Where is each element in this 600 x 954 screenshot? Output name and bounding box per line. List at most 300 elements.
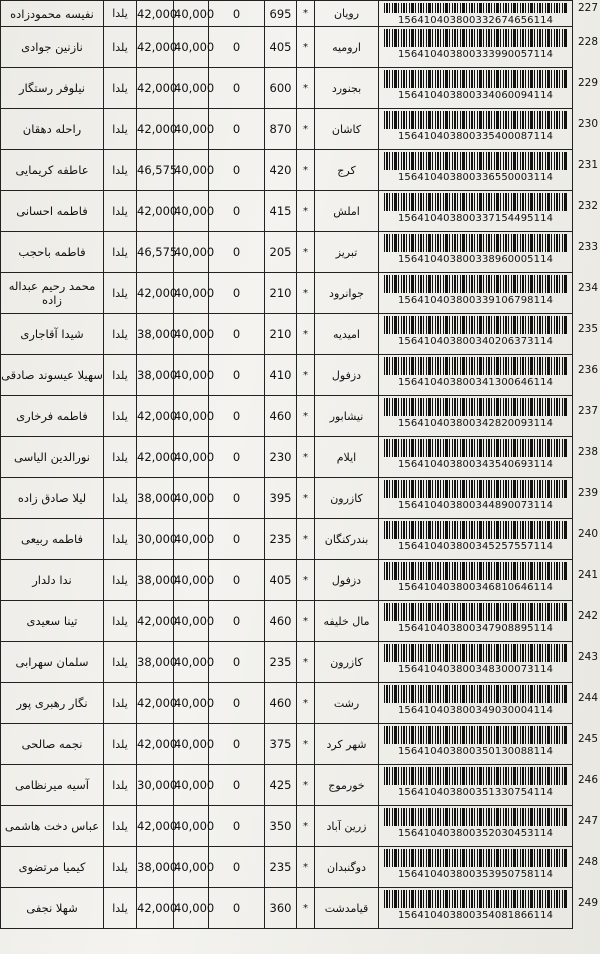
amount-base: 40,000 (174, 355, 209, 396)
barcode-cell (379, 642, 573, 683)
table-row (1, 191, 573, 232)
barcode-graphic (384, 439, 567, 457)
recipient-name: لیلا صادق زاده (1, 478, 104, 519)
amount-base: 40,000 (174, 437, 209, 478)
destination-city: کاشان (315, 109, 379, 150)
table-row (1, 806, 573, 847)
amount-base: 40,000 (174, 314, 209, 355)
table-row (1, 683, 573, 724)
barcode-graphic (384, 234, 567, 252)
amount-base: 40,000 (174, 191, 209, 232)
mark-asterisk: * (297, 396, 315, 437)
mark-asterisk: * (297, 1, 315, 27)
amount-charged: 42,000 (137, 806, 174, 847)
destination-city: ایلام (315, 437, 379, 478)
recipient-name: نورالدین الیاسی (1, 437, 104, 478)
extra-fee: 0 (209, 601, 265, 642)
extra-fee: 0 (209, 765, 265, 806)
status-label: یلدا (104, 560, 137, 601)
amount-charged: 42,000 (137, 437, 174, 478)
amount-base: 40,000 (174, 478, 209, 519)
barcode-cell (379, 27, 573, 68)
destination-city: زرین آباد (315, 806, 379, 847)
row-index: 239 (577, 487, 598, 499)
amount-charged: 42,000 (137, 191, 174, 232)
tracking-number: 156410403800352030453114 (397, 828, 554, 839)
row-index: 235 (577, 323, 598, 335)
status-label: یلدا (104, 273, 137, 314)
table-body (1, 1, 573, 929)
postal-code: 425 (265, 765, 297, 806)
recipient-name: فاطمه باحجب (1, 232, 104, 273)
mark-asterisk: * (297, 109, 315, 150)
postal-code: 210 (265, 314, 297, 355)
extra-fee: 0 (209, 396, 265, 437)
status-label: یلدا (104, 396, 137, 437)
postal-code: 460 (265, 396, 297, 437)
barcode-cell (379, 273, 573, 314)
status-label: یلدا (104, 847, 137, 888)
tracking-number: 156410403800334060094114 (397, 90, 554, 101)
barcode-graphic (384, 357, 567, 375)
table-row (1, 273, 573, 314)
tracking-number: 156410403800346810646114 (397, 582, 554, 593)
tracking-number: 156410403800340206373114 (397, 336, 554, 347)
barcode-graphic (384, 398, 567, 416)
barcode-graphic (384, 890, 567, 908)
table-row (1, 478, 573, 519)
postal-code: 235 (265, 519, 297, 560)
row-index: 233 (577, 241, 598, 253)
barcode-graphic (384, 275, 567, 293)
postal-code: 360 (265, 888, 297, 929)
table-row (1, 601, 573, 642)
recipient-name: فاطمه احسانی (1, 191, 104, 232)
tracking-number: 156410403800349030004114 (397, 705, 554, 716)
destination-city: قیامدشت (315, 888, 379, 929)
recipient-name: نگار رهبری پور (1, 683, 104, 724)
amount-charged: 42,000 (137, 109, 174, 150)
status-label: یلدا (104, 232, 137, 273)
extra-fee: 0 (209, 68, 265, 109)
barcode-graphic (384, 152, 567, 170)
postal-code: 695 (265, 1, 297, 27)
recipient-name: آسیه میرنظامی (1, 765, 104, 806)
mark-asterisk: * (297, 68, 315, 109)
postal-code: 230 (265, 437, 297, 478)
destination-city: رویان (315, 1, 379, 27)
tracking-number: 156410403800338960005114 (397, 254, 554, 265)
amount-charged: 42,000 (137, 683, 174, 724)
amount-charged: 42,000 (137, 27, 174, 68)
tracking-number: 156410403800341300646114 (397, 377, 554, 388)
amount-base: 40,000 (174, 1, 209, 27)
barcode-graphic (384, 316, 567, 334)
row-index: 246 (577, 774, 598, 786)
tracking-number: 156410403800350130088114 (397, 746, 554, 757)
recipient-name: شیدا آقاجاری (1, 314, 104, 355)
mark-asterisk: * (297, 355, 315, 396)
barcode-graphic (384, 767, 567, 785)
barcode-cell (379, 232, 573, 273)
row-index: 228 (577, 36, 598, 48)
postal-code: 405 (265, 27, 297, 68)
mark-asterisk: * (297, 765, 315, 806)
postal-code: 405 (265, 560, 297, 601)
barcode-graphic (384, 808, 567, 826)
barcode-cell (379, 355, 573, 396)
recipient-name: راحله دهقان (1, 109, 104, 150)
recipient-name: فاطمه ربیعی (1, 519, 104, 560)
recipient-name: فاطمه فرخاری (1, 396, 104, 437)
extra-fee: 0 (209, 109, 265, 150)
row-index: 237 (577, 405, 598, 417)
amount-base: 40,000 (174, 888, 209, 929)
mark-asterisk: * (297, 191, 315, 232)
recipient-name: سلمان سهرابی (1, 642, 104, 683)
extra-fee: 0 (209, 191, 265, 232)
table-row (1, 724, 573, 765)
postal-code: 410 (265, 355, 297, 396)
table-row (1, 560, 573, 601)
amount-base: 40,000 (174, 396, 209, 437)
amount-base: 40,000 (174, 150, 209, 191)
tracking-number: 156410403800354081866114 (397, 910, 554, 921)
mark-asterisk: * (297, 560, 315, 601)
row-index: 231 (577, 159, 598, 171)
status-label: یلدا (104, 437, 137, 478)
barcode-cell (379, 109, 573, 150)
amount-charged: 42,000 (137, 68, 174, 109)
destination-city: کازرون (315, 642, 379, 683)
table-row (1, 68, 573, 109)
amount-charged: 42,000 (137, 888, 174, 929)
status-label: یلدا (104, 765, 137, 806)
destination-city: دزفول (315, 560, 379, 601)
barcode-graphic (384, 111, 567, 129)
recipient-name: نازنین جوادی (1, 27, 104, 68)
status-label: یلدا (104, 150, 137, 191)
recipient-name: عباس دخت هاشمی (1, 806, 104, 847)
amount-charged: 38,000 (137, 478, 174, 519)
barcode-cell (379, 519, 573, 560)
barcode-graphic (384, 603, 567, 621)
postal-code: 210 (265, 273, 297, 314)
table-row (1, 642, 573, 683)
row-index: 241 (577, 569, 598, 581)
tracking-number: 156410403800342820093114 (397, 418, 554, 429)
postal-code: 600 (265, 68, 297, 109)
destination-city: شهر کرد (315, 724, 379, 765)
barcode-graphic (384, 562, 567, 580)
mark-asterisk: * (297, 437, 315, 478)
destination-city: ارومیه (315, 27, 379, 68)
table-row (1, 847, 573, 888)
row-index: 247 (577, 815, 598, 827)
destination-city: بندرکنگان (315, 519, 379, 560)
status-label: یلدا (104, 314, 137, 355)
mark-asterisk: * (297, 273, 315, 314)
amount-base: 40,000 (174, 68, 209, 109)
amount-base: 40,000 (174, 724, 209, 765)
mark-asterisk: * (297, 806, 315, 847)
mark-asterisk: * (297, 683, 315, 724)
barcode-graphic (384, 29, 567, 47)
row-index: 242 (577, 610, 598, 622)
mark-asterisk: * (297, 724, 315, 765)
row-index: 238 (577, 446, 598, 458)
postal-code: 395 (265, 478, 297, 519)
barcode-cell (379, 601, 573, 642)
status-label: یلدا (104, 601, 137, 642)
barcode-cell (379, 888, 573, 929)
extra-fee: 0 (209, 724, 265, 765)
extra-fee: 0 (209, 642, 265, 683)
mark-asterisk: * (297, 888, 315, 929)
postal-code: 460 (265, 683, 297, 724)
destination-city: کازرون (315, 478, 379, 519)
tracking-number: 156410403800332674656114 (397, 15, 554, 26)
barcode-graphic (384, 480, 567, 498)
amount-base: 40,000 (174, 232, 209, 273)
recipient-name: کیمیا مرتضوی (1, 847, 104, 888)
barcode-cell (379, 1, 573, 27)
recipient-name: نجمه صالحی (1, 724, 104, 765)
amount-base: 40,000 (174, 806, 209, 847)
mark-asterisk: * (297, 27, 315, 68)
status-label: یلدا (104, 478, 137, 519)
amount-base: 40,000 (174, 847, 209, 888)
tracking-number: 156410403800335400087114 (397, 131, 554, 142)
amount-base: 40,000 (174, 642, 209, 683)
mark-asterisk: * (297, 478, 315, 519)
amount-base: 40,000 (174, 109, 209, 150)
barcode-graphic (384, 849, 567, 867)
mark-asterisk: * (297, 519, 315, 560)
amount-base: 40,000 (174, 560, 209, 601)
extra-fee: 0 (209, 273, 265, 314)
mark-asterisk: * (297, 847, 315, 888)
amount-base: 40,000 (174, 519, 209, 560)
amount-charged: 46,575 (137, 232, 174, 273)
extra-fee: 0 (209, 150, 265, 191)
barcode-cell (379, 560, 573, 601)
tracking-number: 156410403800351330754114 (397, 787, 554, 798)
barcode-cell (379, 437, 573, 478)
amount-base: 40,000 (174, 601, 209, 642)
postal-code: 420 (265, 150, 297, 191)
destination-city: نیشابور (315, 396, 379, 437)
recipient-name: عاطفه کریمایی (1, 150, 104, 191)
amount-charged: 38,000 (137, 560, 174, 601)
extra-fee: 0 (209, 847, 265, 888)
table-row (1, 396, 573, 437)
tracking-number: 156410403800333990057114 (397, 49, 554, 60)
recipient-name: محمد رحیم عبداله زاده (1, 273, 104, 314)
extra-fee: 0 (209, 683, 265, 724)
amount-charged: 42,000 (137, 601, 174, 642)
barcode-graphic (384, 644, 567, 662)
mark-asterisk: * (297, 642, 315, 683)
table-row (1, 232, 573, 273)
mark-asterisk: * (297, 601, 315, 642)
amount-charged: 30,000 (137, 519, 174, 560)
postal-code: 415 (265, 191, 297, 232)
destination-city: کرج (315, 150, 379, 191)
tracking-number: 156410403800347908895114 (397, 623, 554, 634)
postal-code: 350 (265, 806, 297, 847)
destination-city: مال خلیفه (315, 601, 379, 642)
row-index: 234 (577, 282, 598, 294)
row-index: 245 (577, 733, 598, 745)
barcode-cell (379, 806, 573, 847)
status-label: یلدا (104, 355, 137, 396)
barcode-cell (379, 478, 573, 519)
destination-city: تبریز (315, 232, 379, 273)
table-row (1, 519, 573, 560)
extra-fee: 0 (209, 888, 265, 929)
status-label: یلدا (104, 806, 137, 847)
amount-base: 40,000 (174, 27, 209, 68)
destination-city: بجنورد (315, 68, 379, 109)
destination-city: دزفول (315, 355, 379, 396)
postal-code: 235 (265, 642, 297, 683)
barcode-cell (379, 724, 573, 765)
destination-city: جوانرود (315, 273, 379, 314)
row-index: 243 (577, 651, 598, 663)
status-label: یلدا (104, 642, 137, 683)
extra-fee: 0 (209, 27, 265, 68)
extra-fee: 0 (209, 355, 265, 396)
barcode-cell (379, 191, 573, 232)
table-row (1, 437, 573, 478)
status-label: یلدا (104, 888, 137, 929)
amount-base: 40,000 (174, 683, 209, 724)
barcode-graphic (384, 521, 567, 539)
table-row (1, 314, 573, 355)
row-index: 227 (577, 2, 598, 14)
extra-fee: 0 (209, 519, 265, 560)
status-label: یلدا (104, 519, 137, 560)
recipient-name: تینا سعیدی (1, 601, 104, 642)
row-index: 236 (577, 364, 598, 376)
table-row (1, 888, 573, 929)
status-label: یلدا (104, 724, 137, 765)
status-label: یلدا (104, 191, 137, 232)
destination-city: امیدیه (315, 314, 379, 355)
table-row (1, 150, 573, 191)
tracking-number: 156410403800336550003114 (397, 172, 554, 183)
extra-fee: 0 (209, 478, 265, 519)
status-label: یلدا (104, 1, 137, 27)
destination-city: خورموج (315, 765, 379, 806)
barcode-graphic (384, 193, 567, 211)
row-index: 248 (577, 856, 598, 868)
mark-asterisk: * (297, 150, 315, 191)
tracking-number: 156410403800345257557114 (397, 541, 554, 552)
barcode-cell (379, 150, 573, 191)
barcode-cell (379, 765, 573, 806)
status-label: یلدا (104, 683, 137, 724)
extra-fee: 0 (209, 232, 265, 273)
barcode-graphic (384, 3, 567, 13)
status-label: یلدا (104, 109, 137, 150)
destination-city: رشت (315, 683, 379, 724)
table-row (1, 355, 573, 396)
row-index: 232 (577, 200, 598, 212)
table-row (1, 109, 573, 150)
amount-charged: 42,000 (137, 396, 174, 437)
amount-charged: 38,000 (137, 314, 174, 355)
tracking-number: 156410403800343540693114 (397, 459, 554, 470)
amount-charged: 42,000 (137, 724, 174, 765)
barcode-graphic (384, 685, 567, 703)
extra-fee: 0 (209, 1, 265, 27)
mark-asterisk: * (297, 232, 315, 273)
recipient-name: نیلوفر رستگار (1, 68, 104, 109)
tracking-number: 156410403800344890073114 (397, 500, 554, 511)
row-index: 244 (577, 692, 598, 704)
row-index: 249 (577, 897, 598, 909)
amount-charged: 46,575 (137, 150, 174, 191)
postal-code: 870 (265, 109, 297, 150)
table-row (1, 27, 573, 68)
barcode-cell (379, 847, 573, 888)
destination-city: دوگنبدان (315, 847, 379, 888)
status-label: یلدا (104, 27, 137, 68)
extra-fee: 0 (209, 314, 265, 355)
tracking-number: 156410403800337154495114 (397, 213, 554, 224)
amount-charged: 38,000 (137, 355, 174, 396)
row-index: 229 (577, 77, 598, 89)
tracking-number: 156410403800353950758114 (397, 869, 554, 880)
row-index: 240 (577, 528, 598, 540)
recipient-name: شهلا نجفی (1, 888, 104, 929)
extra-fee: 0 (209, 560, 265, 601)
tracking-number: 156410403800348300073114 (397, 664, 554, 675)
tracking-number: 156410403800339106798114 (397, 295, 554, 306)
table-row (1, 765, 573, 806)
extra-fee: 0 (209, 437, 265, 478)
row-index: 230 (577, 118, 598, 130)
extra-fee: 0 (209, 806, 265, 847)
recipient-name: سهیلا عیسوند صادقی (1, 355, 104, 396)
postal-code: 235 (265, 847, 297, 888)
amount-charged: 42,000 (137, 273, 174, 314)
status-label: یلدا (104, 68, 137, 109)
barcode-cell (379, 314, 573, 355)
amount-base: 40,000 (174, 273, 209, 314)
barcode-cell (379, 683, 573, 724)
barcode-cell (379, 68, 573, 109)
postal-code: 205 (265, 232, 297, 273)
barcode-cell (379, 396, 573, 437)
barcode-graphic (384, 70, 567, 88)
destination-city: املش (315, 191, 379, 232)
amount-base: 40,000 (174, 765, 209, 806)
amount-charged: 30,000 (137, 765, 174, 806)
postal-code: 460 (265, 601, 297, 642)
barcode-graphic (384, 726, 567, 744)
mark-asterisk: * (297, 314, 315, 355)
postal-code: 375 (265, 724, 297, 765)
table-row (1, 1, 573, 27)
amount-charged: 42,000 (137, 1, 174, 27)
recipient-name: ندا دلدار (1, 560, 104, 601)
amount-charged: 38,000 (137, 847, 174, 888)
amount-charged: 38,000 (137, 642, 174, 683)
recipient-name: نفیسه محمودزاده (1, 1, 104, 27)
